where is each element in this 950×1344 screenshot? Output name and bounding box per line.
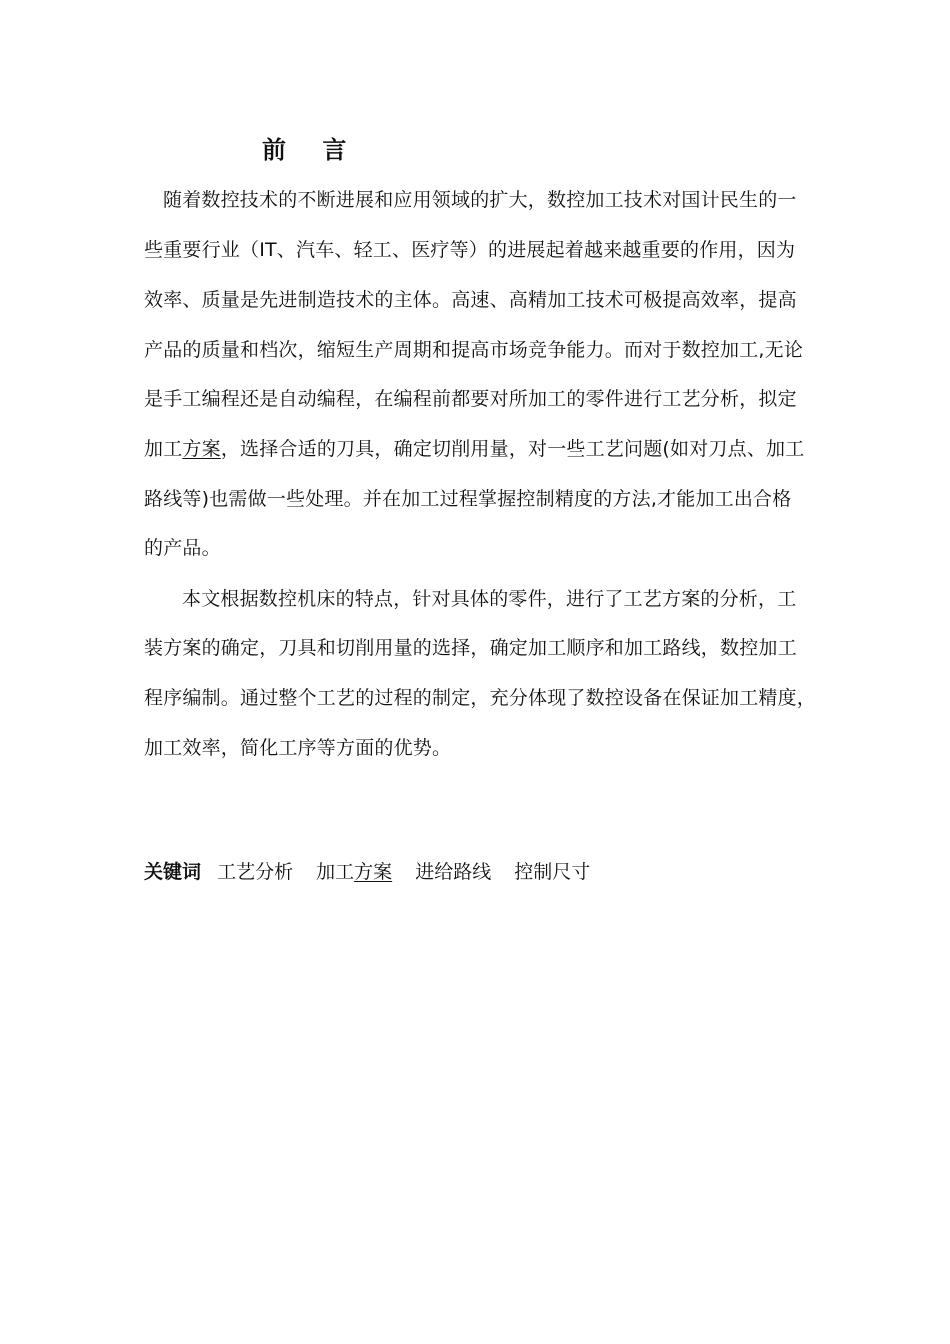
keyword: 进给路线 — [415, 861, 492, 883]
page-title: 前 言 — [262, 136, 361, 164]
keyword — [316, 861, 392, 883]
text-line: 些重要行业（IT、汽车、轻工、医疗等）的进展起着越来越重要的作用，因为 — [144, 239, 796, 261]
keywords-label: 关键词 — [144, 861, 202, 883]
text-line: 装方案的确定，刀具和切削用量的选择，确定加工顺序和加工路线，数控加工 — [144, 637, 797, 659]
text-line: 的产品。 — [144, 537, 221, 559]
text-segment: 加工 — [316, 861, 355, 883]
text-line: 程序编制。通过整个工艺的过程的制定，充分体现了数控设备在保证加工精度， — [144, 687, 817, 709]
underlined-term: 方案 — [354, 861, 393, 883]
text-line: 随着数控技术的不断进展和应用领域的扩大，数控加工技术对国计民生的一 — [163, 189, 797, 211]
text-line — [144, 434, 824, 464]
text-segment: 加工 — [144, 438, 183, 460]
text-segment: ，选择合适的刀具，确定切削用量，对一些工艺问题(如对刀点、加工 — [220, 438, 805, 460]
text-line: 产品的质量和档次，缩短生产周期和提高市场竞争能力。而对于数控加工,无论 — [144, 339, 804, 361]
keywords-row — [144, 857, 607, 887]
text-line: 效率、质量是先进制造技术的主体。高速、高精加工技术可极提高效率，提高 — [144, 289, 797, 311]
underlined-term: 方案 — [182, 438, 221, 460]
keyword: 控制尺寸 — [514, 861, 591, 883]
text-line: 是手工编程还是自动编程，在编程前都要对所加工的零件进行工艺分析，拟定 — [144, 388, 797, 410]
keyword: 工艺分析 — [217, 861, 294, 883]
text-line: 路线等)也需做一些处理。并在加工过程掌握控制精度的方法,才能加工出合格 — [144, 488, 792, 510]
text-line: 加工效率，简化工序等方面的优势。 — [144, 737, 452, 759]
text-line: 本文根据数控机床的特点，针对具体的零件，进行了工艺方案的分析，工 — [182, 588, 797, 610]
